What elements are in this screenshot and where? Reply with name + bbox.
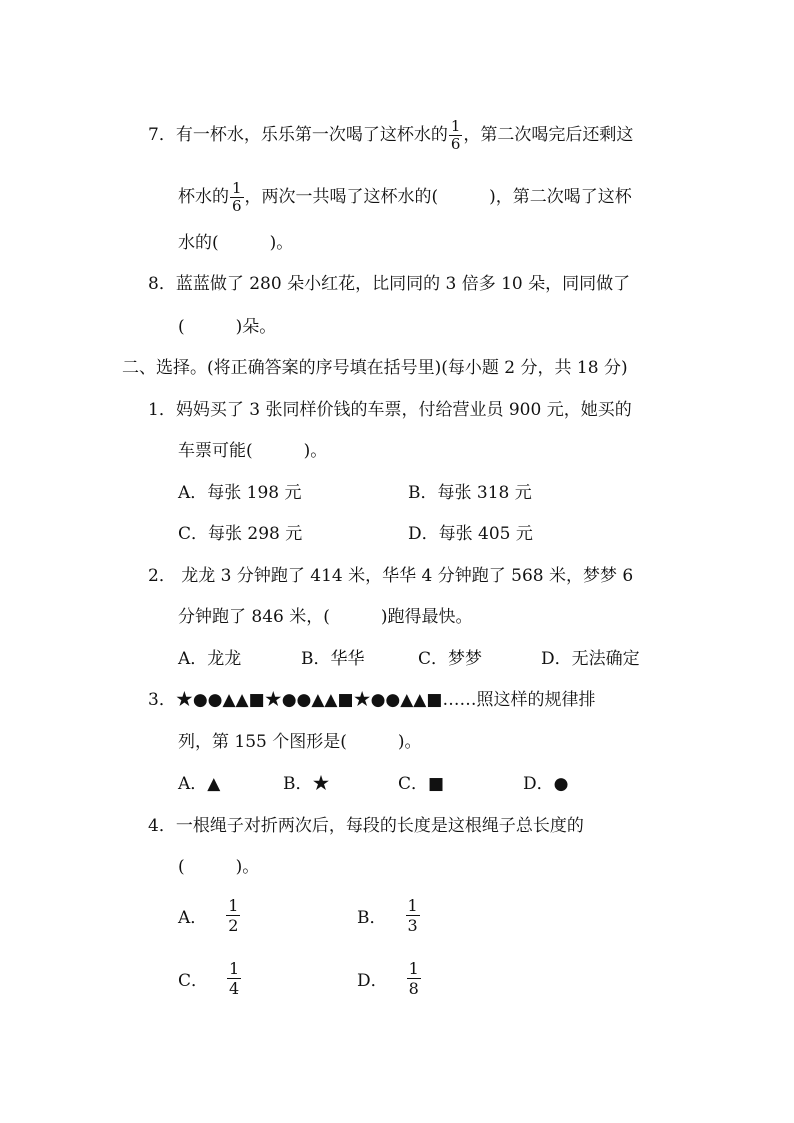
c4-line-2: ( )。 [178,857,260,877]
option-label: B． [357,908,387,928]
q7-line-3: 水的( )。 [178,233,294,253]
c2-line-2: 分钟跑了 846 米，( )跑得最快。 [178,607,473,627]
c3-option-c: C．■ [398,774,445,794]
c1-line-2: 车票可能( )。 [178,441,328,461]
c2-option-b: B．华华 [301,649,365,669]
option-label: C． [178,971,209,991]
c2-option-c: C．梦梦 [418,649,483,669]
c2-option-a: A．龙龙 [178,649,242,669]
q7-fraction-1 [449,118,463,153]
q7-line-2 [178,180,632,215]
q7-fraction-2 [230,180,244,215]
c1-line-1: 1．妈妈买了 3 张同样价钱的车票，付给营业员 900 元，她买的 [148,400,632,420]
fraction-denominator: 2 [228,916,239,935]
c4-option-b [357,896,421,935]
c1-option-d: D．每张 405 元 [408,524,533,544]
fraction-numerator: 1 [228,896,239,915]
option-fraction [406,896,420,935]
q7-text-2b: ，两次一共喝了这杯水的( )，第二次喝了这杯 [244,187,632,207]
c3-line-2: 列，第 155 个图形是( )。 [178,732,422,752]
fraction-numerator: 1 [232,179,242,197]
fraction-numerator: 1 [450,117,461,135]
fraction-denominator: 6 [232,197,242,215]
c1-option-b: B．每张 318 元 [408,483,532,503]
fraction-numerator: 1 [407,896,418,915]
c3-line-1: 3．★●●▲▲■★●●▲▲■★●●▲▲■……照这样的规律排 [148,690,596,710]
c4-line-1: 4．一根绳子对折两次后，每段的长度是这根绳子总长度的 [148,816,584,836]
c2-option-d: D．无法确定 [541,649,640,669]
section-heading: 二、选择。(将正确答案的序号填在括号里)(每小题 2 分，共 18 分) [122,358,628,378]
c3-option-a: A．▲ [178,774,221,794]
c1-option-a: A．每张 198 元 [178,483,302,503]
fraction-denominator: 4 [229,979,240,998]
option-label: D． [357,971,388,991]
fraction-denominator: 3 [407,916,418,935]
fraction-denominator: 8 [408,979,419,998]
option-fraction [407,959,421,998]
c3-option-b: B．★ [283,774,330,794]
option-label: A． [178,908,208,928]
option-fraction [227,959,241,998]
c4-option-c [178,959,242,998]
q8-line-2: ( )朵。 [178,317,277,337]
c3-option-d: D．● [523,774,569,794]
fraction-denominator: 6 [450,135,461,153]
option-fraction [226,896,240,935]
q7-line-1 [148,118,633,153]
fraction-numerator: 1 [408,959,419,978]
c4-option-d [357,959,422,998]
q8-line-1: 8．蓝蓝做了 280 朵小红花，比同同的 3 倍多 10 朵，同同做了 [148,274,631,294]
fraction-numerator: 1 [229,959,240,978]
q7-text-2a: 杯水的 [178,187,229,207]
q7-text-1a: 7．有一杯水，乐乐第一次喝了这杯水的 [148,125,448,145]
c4-option-a [178,896,241,935]
c1-option-c: C．每张 298 元 [178,524,303,544]
c2-line-1: 2． 龙龙 3 分钟跑了 414 米，华华 4 分钟跑了 568 米，梦梦 6 [148,566,634,586]
q7-text-1b: ，第二次喝完后还剩这 [463,125,634,145]
